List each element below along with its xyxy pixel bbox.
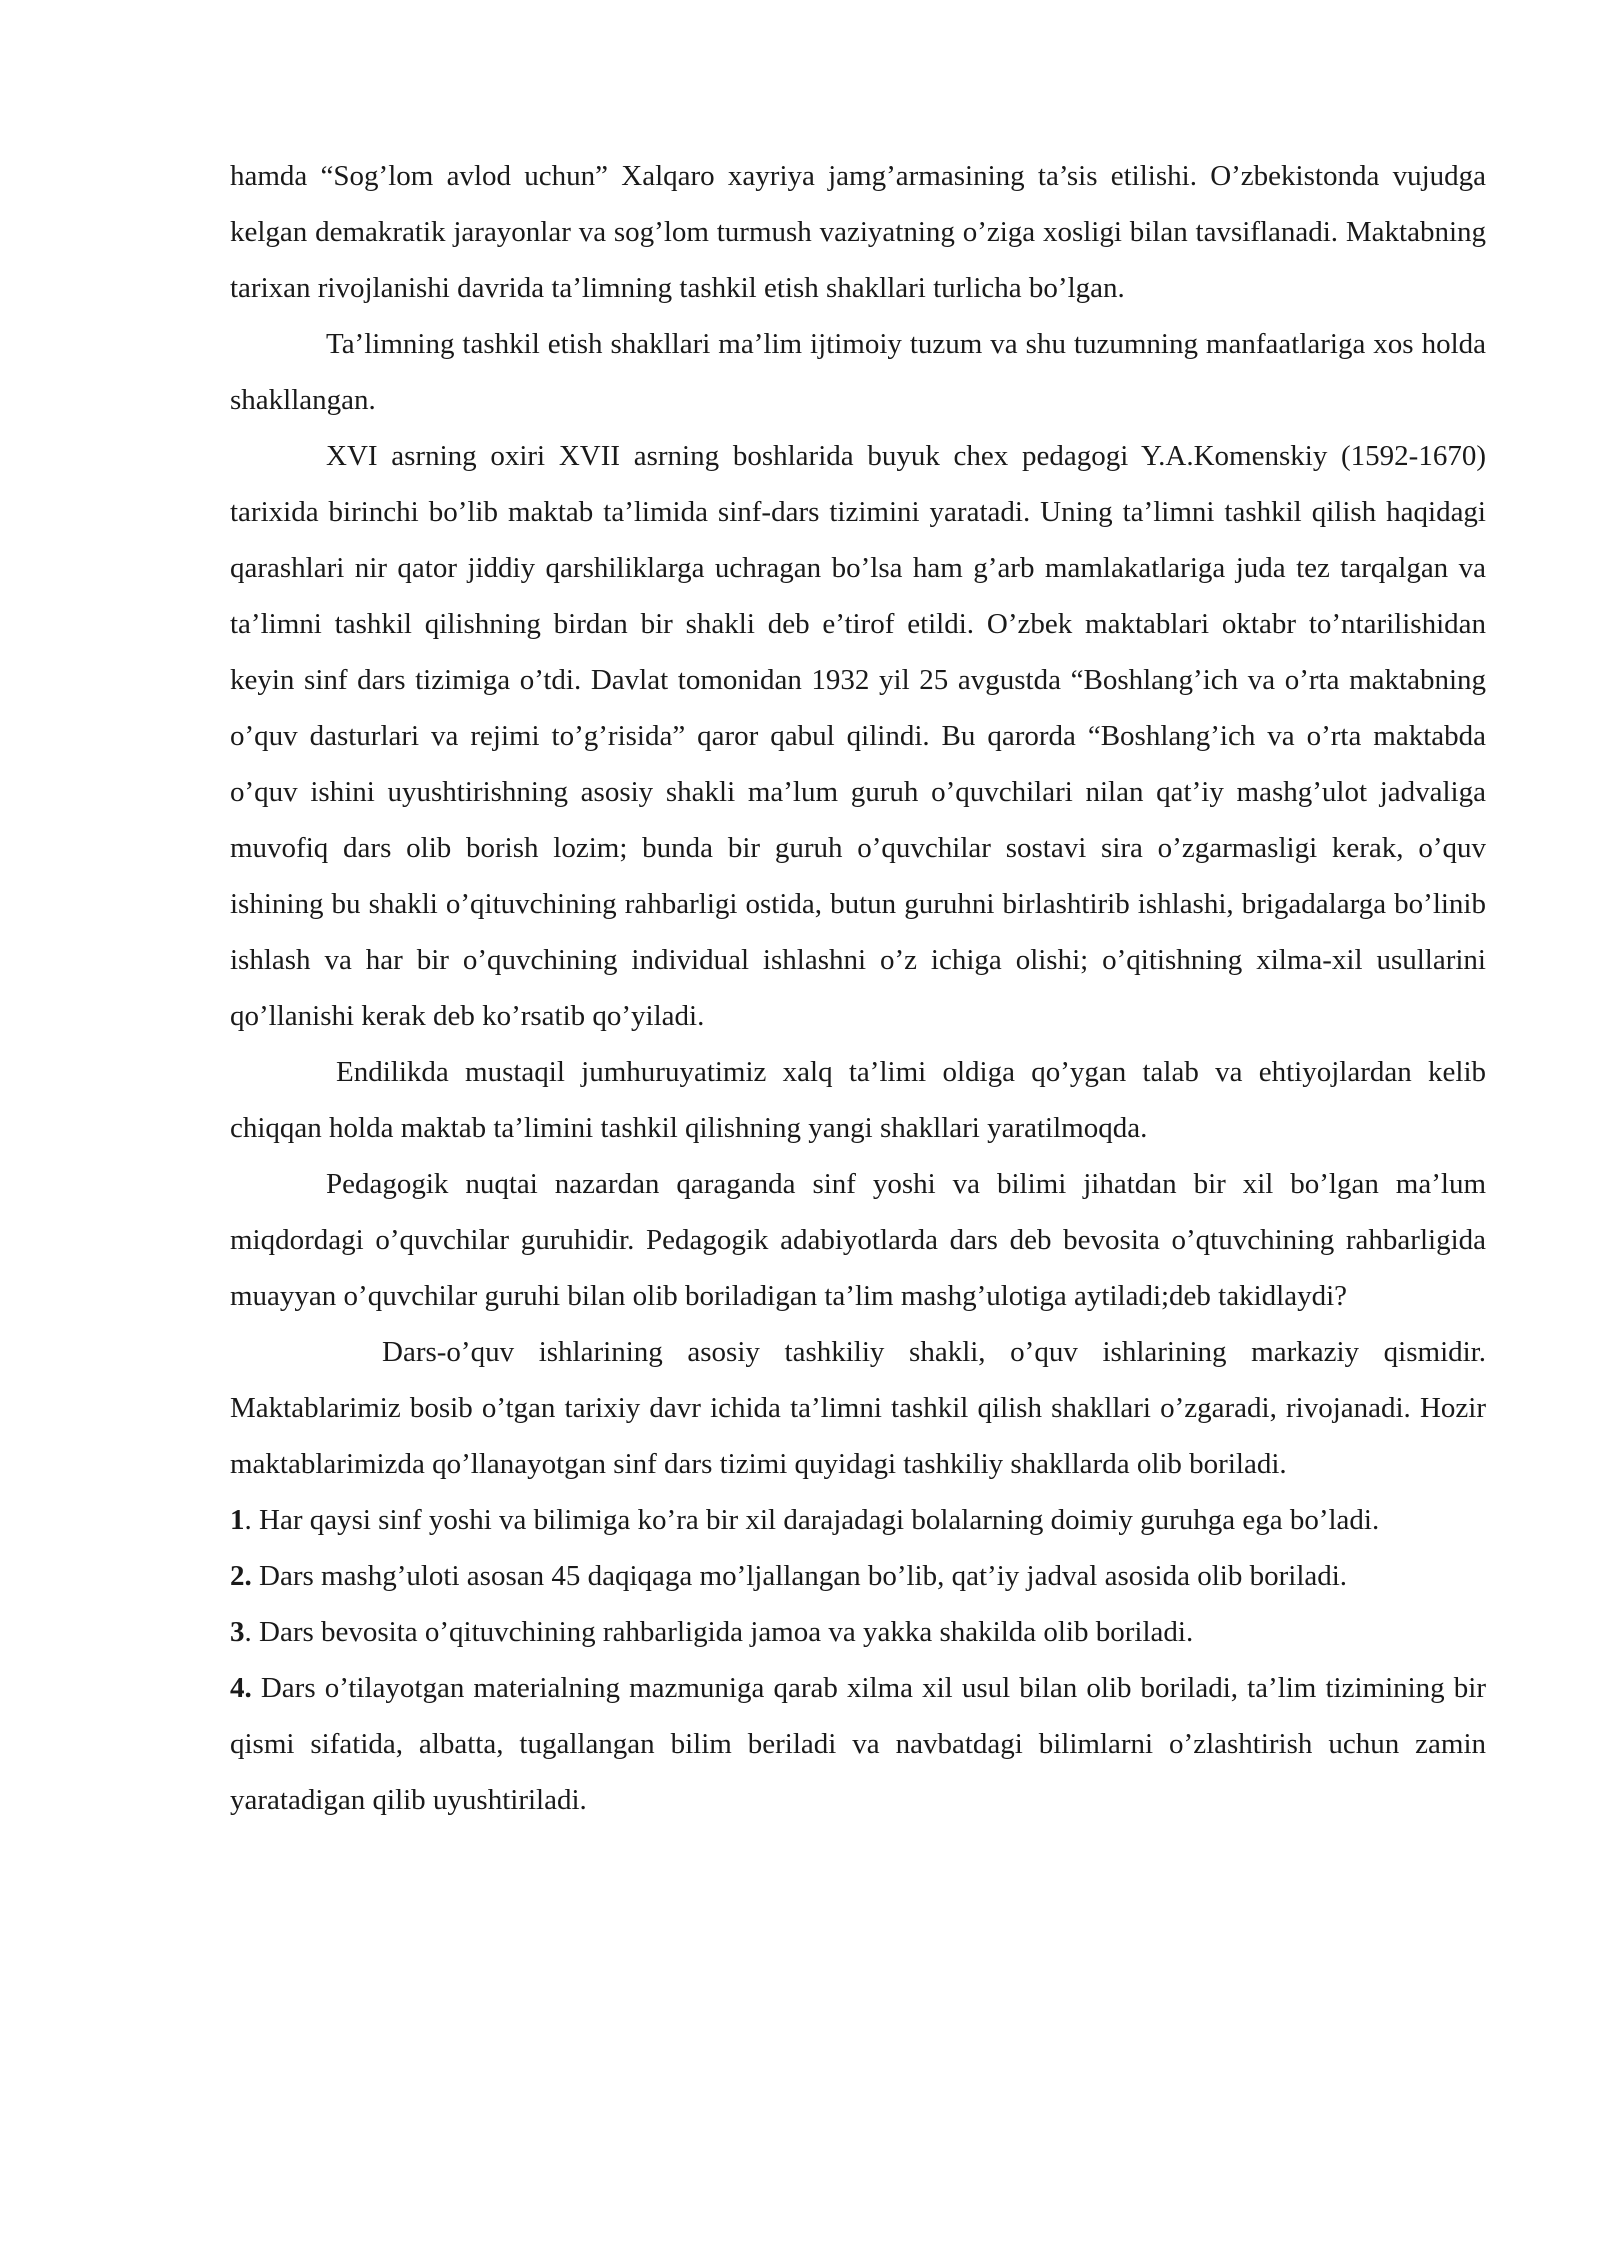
document-page <box>230 148 1486 1828</box>
list-item-number: 3 <box>230 1616 245 1648</box>
list-item-number: 2. <box>230 1560 252 1592</box>
list-item-text: Dars bevosita o’qituvchining rahbarligida jamoa va yakka shakilda olib boriladi. <box>251 1616 1194 1648</box>
paragraph-dars: Dars-o’quv ishlarining asosiy tashkiliy shakli, o’quv ishlarining markaziy qismidir. Maktablarimiz bosib o’tgan tarixiy davr ichida ta’limni tashkil qilish shakllari o’zgaradi, rivojanadi. Hozir maktablarimizda qo’llanayotgan sinf dars tizimi quyidagi tashkiliy shakllarda olib boriladi. <box>230 1336 1486 1480</box>
list-item-number: 4. <box>230 1672 252 1704</box>
paragraph-pedagogik: Pedagogik nuqtai nazardan qaraganda sinf yoshi va bilimi jihatdan bir xil bo’lgan ma’lum miqdordagi o’quvchilar guruhidir. Pedagogik adabiyotlarda dars deb bevosita o’qtuvchining rahbarligida muayyan o’quvchilar guruhi bilan olib boriladigan ta’lim mashg’ulotiga aytiladi;deb takidlaydi? <box>230 1168 1486 1312</box>
list-item <box>230 1660 1486 1828</box>
list-item <box>230 1548 1486 1604</box>
list-item-separator: . <box>244 1504 252 1536</box>
list-item <box>230 1492 1486 1548</box>
list-item-text: Dars o’tilayotgan materialning mazmuniga qarab xilma xil usul bilan olib boriladi, ta’lim tizimining bir qismi sifatida, albatta, tugallangan bilim beriladi va navbatdagi bilimlarni o’zlashtirish uchun zamin yaratadigan qilib uyushtiriladi. <box>230 1672 1486 1816</box>
paragraph-komenskiy: XVI asrning oxiri XVII asrning boshlarida buyuk chex pedagogi Y.A.Komenskiy (1592-1670) tarixida birinchi bo’lib maktab ta’limida sinf-dars tizimini yaratadi. Uning ta’limni tashkil qilish haqidagi qarashlari nir qator jiddiy qarshiliklarga uchragan bo’lsa ham g’arb mamlakatlariga juda tez tarqalgan va ta’limni tashkil qilishning birdan bir shakli deb e’tirof etildi. O’zbek maktablari oktabr to’ntarilishidan keyin sinf dars tizimiga o’tdi. Davlat tomonidan 1932 yil 25 avgustda “Boshlang’ich va o’rta maktabning o’quv dasturlari va rejimi to’g’risida” qaror qabul qilindi. Bu qarorda “Boshlang’ich va o’rta maktabda o’quv ishini uyushtirishning asosiy shakli ma’lum guruh o’quvchilari nilan qat’iy mashg’ulot jadvaliga muvofiq dars olib borish lozim; bunda bir guruh o’quvchilar sostavi sira o’zgarmasligi kerak, o’quv ishining bu shakli o’qituvchining rahbarligi ostida, butun guruhni birlashtirib ishlashi, brigadalarga bo’linib ishlash va har bir o’quvchining individual ishlashni o’z ichiga olishi; o’qitishning xilma-xil usullarini qo’llanishi kerak deb ko’rsatib qo’yiladi. <box>230 440 1486 1032</box>
paragraph-forms: Ta’limning tashkil etish shakllari ma’lim ijtimoiy tuzum va shu tuzumning manfaatlariga xos holda shakllangan. <box>230 328 1486 416</box>
list-item-separator: . <box>244 1616 252 1648</box>
paragraph-intro: hamda “Sog’lom avlod uchun” Xalqaro xayriya jamg’armasining ta’sis etilishi. O’zbekistonda vujudga kelgan demakratik jarayonlar va sog’lom turmush vaziyatning o’ziga xosligi bilan tavsiflanadi. Maktabning tarixan rivojlanishi davrida ta’limning tashkil etish shakllari turlicha bo’lgan. <box>230 160 1486 304</box>
list-item-number: 1 <box>230 1504 245 1536</box>
paragraph-endilikda: Endilikda mustaqil jumhuruyatimiz xalq ta’limi oldiga qo’ygan talab va ehtiyojlardan kelib chiqqan holda maktab ta’limini tashkil qilishning yangi shakllari yaratilmoqda. <box>230 1056 1486 1144</box>
list-item-text: Har qaysi sinf yoshi va bilimiga ko’ra bir xil darajadagi bolalarning doimiy guruhga ega bo’ladi. <box>251 1504 1380 1536</box>
list-item-text: Dars mashg’uloti asosan 45 daqiqaga mo’ljallangan bo’lib, qat’iy jadval asosida olib boriladi. <box>251 1560 1348 1592</box>
list-item <box>230 1604 1486 1660</box>
